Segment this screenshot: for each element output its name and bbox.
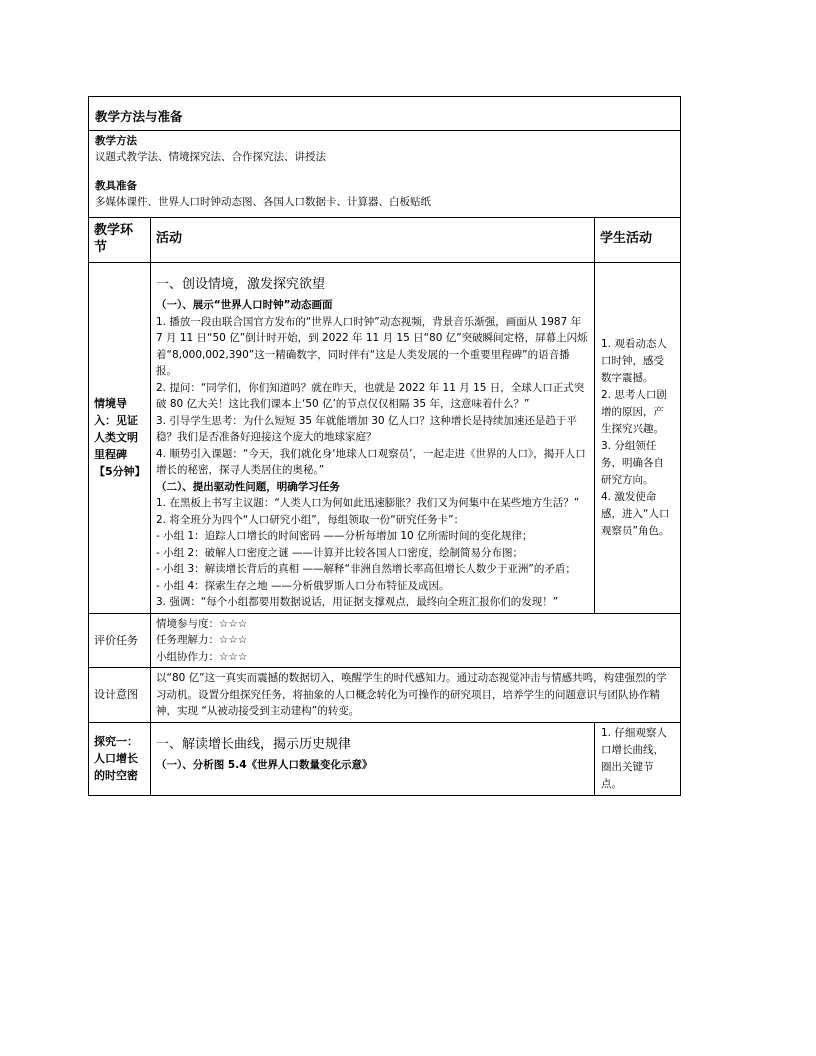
section1-line: 4. 顺势引入课题：“今天，我们就化身‘地球人口观察员’，一起走进《世界的人口》，揭开人口增长的秘密，探寻人类居住的奥秘。”	[156, 447, 586, 476]
header-row	[89, 217, 681, 262]
preparation-cell	[89, 130, 681, 217]
evaluation-item	[156, 616, 675, 633]
section2-student: 1. 仔细观察人口增长曲线，圈出关键节点。	[595, 722, 681, 795]
evaluation-cell	[151, 613, 681, 668]
methods-text: 议题式教学法、情境探究法、合作探究法、讲授法	[95, 151, 326, 163]
section-title: 教学方法与准备	[89, 97, 681, 131]
methods-heading: 教学方法	[95, 134, 137, 147]
section1-line: - 小组 1：追踪人口增长的时间密码 ——分析每增加 10 亿所需时间的变化规律；	[156, 530, 533, 542]
section2-title: 一、解读增长曲线，揭示历史规律	[156, 736, 352, 752]
student-activity: 2. 思考人口剧增的原因，产生探究兴趣。	[601, 388, 667, 435]
section1-title: 一、创设情境，激发探究欲望	[156, 276, 326, 292]
evaluation-item-name: 任务理解力：	[156, 634, 219, 646]
section2-activity	[151, 722, 595, 795]
design-label: 设计意图	[89, 668, 151, 723]
evaluation-label: 评价任务	[89, 613, 151, 668]
section1-line: - 小组 2：破解人口密度之谜 ——计算并比较各国人口密度，绘制简易分布图；	[156, 546, 523, 559]
preparation-row	[89, 130, 681, 217]
lesson-plan-table	[88, 96, 681, 796]
section2-sub1: （一）、分析图 5.4《世界人口数量变化示意》	[156, 759, 373, 771]
section1-line: 1. 在黑板上书写主议题：“人类人口为何如此迅速膨胀？我们又为何集中在某些地方生活？”	[156, 497, 580, 509]
section1-line: 3. 引导学生思考：为什么短短 35 年就能增加 30 亿人口？这种增长是持续加速还是趋于平稳？我们是否准备好迎接这个庞大的地球家庭？	[156, 414, 577, 443]
section1-line: 2. 提问：“同学们，你们知道吗？就在昨天，也就是 2022 年 11 月 15 日，全球人口正式突破 80 亿大关！这比我们课本上‘50 亿’的节点仅仅相隔 35 年，这意味着什么？”	[156, 381, 585, 410]
section1-student	[595, 262, 681, 613]
student-activity: 4. 激发使命感，进入“人口观察员”角色。	[601, 490, 670, 537]
header-activity: 活动	[151, 217, 595, 262]
student-activity: 3. 分组领任务，明确各自研究方向。	[601, 439, 664, 486]
title-row	[89, 97, 681, 131]
evaluation-item	[156, 632, 675, 649]
student-activity: 1. 观看动态人口时钟，感受数字震撼。	[601, 337, 667, 384]
star-rating: ☆☆☆	[219, 617, 248, 630]
design-text: 以“80 亿”这一真实而震撼的数据切入，唤醒学生的时代感知力。通过动态视觉冲击与情感共鸣，构建强烈的学习动机。设置分组探究任务，将抽象的人口概念转化为可操作的研究项目，培养学生的问题意识与团队协作精神，实现 “从被动接受到主动建构”的转变。	[151, 668, 681, 723]
evaluation-item-name: 小组协作力：	[156, 650, 219, 663]
tools-text: 多媒体课件、世界人口时钟动态图、各国人口数据卡、计算器、白板贴纸	[95, 196, 431, 208]
design-row	[89, 668, 681, 723]
section1-line: 3. 强调：“每个小组都要用数据说话，用证据支撑观点，最终向全班汇报你们的发现！”	[156, 596, 559, 608]
section1-sub1: （一）、展示“世界人口时钟”动态画面	[156, 299, 333, 311]
section2-label: 探究一：人口增长的时空密	[89, 722, 151, 795]
star-rating: ☆☆☆	[219, 634, 248, 646]
section1-label: 情境导入：见证人类文明里程碑【5分钟】	[89, 262, 151, 613]
section2-row	[89, 722, 681, 795]
header-student: 学生活动	[595, 217, 681, 262]
tools-heading: 教具准备	[95, 179, 137, 192]
header-step: 教学环节	[89, 217, 151, 262]
section1-sub2: （二）、提出驱动性问题，明确学习任务	[156, 480, 340, 493]
evaluation-item-name: 情境参与度：	[156, 617, 219, 630]
section1-row	[89, 262, 681, 613]
star-rating: ☆☆☆	[219, 650, 248, 663]
section1-line: 2. 将全班分为四个“人口研究小组”，每组领取一份“研究任务卡”：	[156, 513, 465, 526]
evaluation-row	[89, 613, 681, 668]
evaluation-item	[156, 649, 675, 666]
section1-activity	[151, 262, 595, 613]
lesson-plan-page	[88, 96, 680, 796]
section1-line: 1. 播放一段由联合国官方发布的“世界人口时钟”动态视频，背景音乐渐强，画面从 1987 年 7 月 11 日“50 亿”倒计时开始，到 2022 年 11 月 15 日“80 亿”突破瞬间定格，屏幕上闪烁着“8,000,002,390”这一精确数字，同时伴有“这是人类发展的一个重要里程碑”的语音播报。	[156, 315, 588, 377]
section1-line: - 小组 4：探索生存之地 ——分析俄罗斯人口分布特征及成因。	[156, 579, 450, 592]
section1-line: - 小组 3：解读增长背后的真相 ——解释“非洲自然增长率高但增长人数少于亚洲”的矛盾；	[156, 563, 576, 575]
